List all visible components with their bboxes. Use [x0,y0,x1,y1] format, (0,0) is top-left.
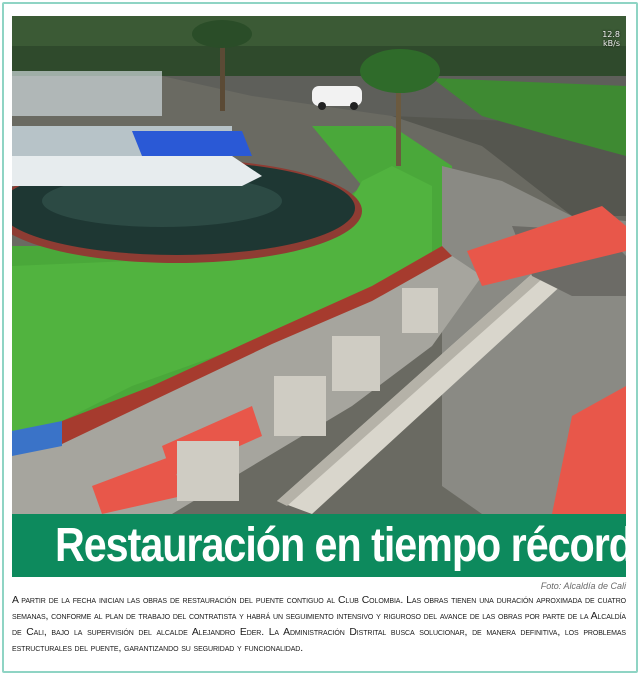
headline: Restauración en tiempo récord [54,519,633,572]
overlay-line-2: kB/s [603,39,620,48]
video-overlay-stats [602,30,620,48]
article-body: A partir de la fecha inician las obras de restauración del puente contiguo al Club Colombia. Las obras tienen una duración aproximada de cuatro semanas, conforme al plan de trabajo del contratista y habrá un seguimiento intensivo y riguroso del avance de las obras por parte de la Alcaldía de Cali, bajo la supervisión del alcalde Alejandro Eder. La Administración Distrital busca solucionar, de manera definitiva, los problemas estructurales del puente, garantizando su seguridad y funcionalidad. [12,595,626,654]
overlay-line-1: 12.8 [602,30,620,39]
article-photo [12,16,626,514]
headline-banner [12,514,633,577]
photo-credit: Foto: Alcaldía de Cali [540,581,626,591]
